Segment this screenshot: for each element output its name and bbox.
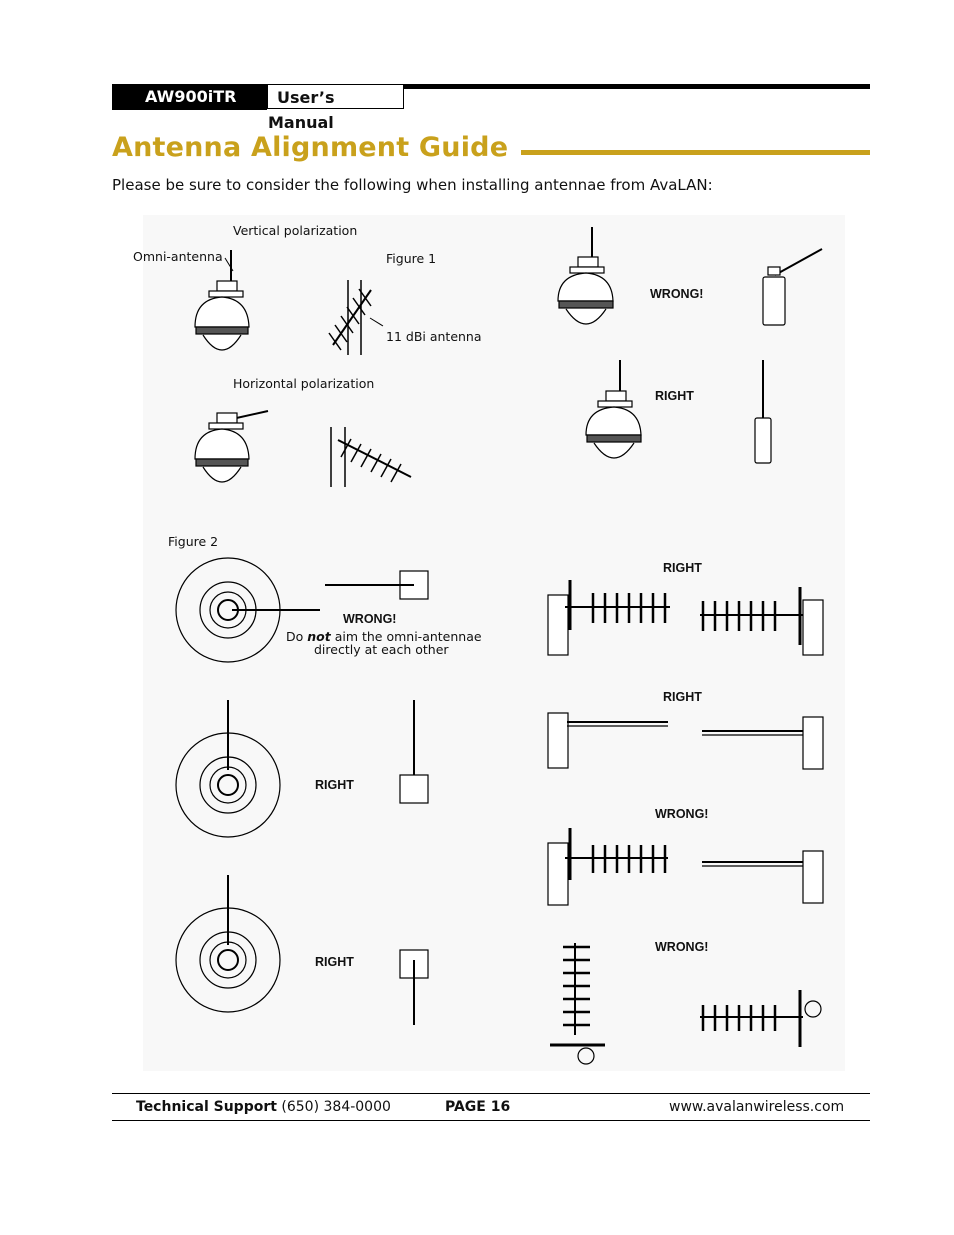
omni-note-line2: directly at each other xyxy=(314,642,449,657)
title-rule xyxy=(521,150,870,155)
rod-antenna-wrong xyxy=(763,249,822,325)
dome-camera-wrong xyxy=(558,227,613,324)
yagi-right-label-2: RIGHT xyxy=(663,690,702,704)
footer-support-phone: (650) 384-0000 xyxy=(276,1099,391,1115)
yagi-right-label-1: RIGHT xyxy=(663,561,702,575)
yagi-pair-wrong-2 xyxy=(550,943,821,1064)
topdown-camera-right-2 xyxy=(176,875,280,1012)
topdown-camera-right-1 xyxy=(176,700,280,837)
footer-support xyxy=(136,1099,391,1115)
footer-bottom-rule xyxy=(112,1120,870,1121)
dome-camera-right xyxy=(586,360,641,458)
omni-note-pre: Do xyxy=(286,629,308,644)
topdown-antenna-right-2 xyxy=(400,950,428,1025)
dome-camera-horizontal xyxy=(195,411,268,482)
yagi-wrong-label-1: WRONG! xyxy=(655,807,709,821)
yagi-horizontal xyxy=(331,427,411,487)
footer-support-label: Technical Support xyxy=(136,1099,277,1115)
wrong-label-1: WRONG! xyxy=(650,287,704,301)
footer-top-rule xyxy=(112,1093,870,1094)
intro-text: Please be sure to consider the following when installing antennae from AvaLAN: xyxy=(112,176,713,194)
vertical-polarization-label: Vertical polarization xyxy=(233,223,358,238)
right-label-3: RIGHT xyxy=(315,955,354,969)
figure1-label: Figure 1 xyxy=(386,251,437,266)
yagi-pair-right-2 xyxy=(548,713,823,769)
footer-page-number: PAGE 16 xyxy=(445,1099,511,1115)
right-label-2: RIGHT xyxy=(315,778,354,792)
dome-camera-vertical xyxy=(195,250,249,350)
yagi-vertical xyxy=(329,280,371,355)
wrong-label-2: WRONG! xyxy=(343,612,397,626)
figure2-drawing xyxy=(170,555,440,1025)
right-label-1: RIGHT xyxy=(655,389,694,403)
figure2-label: Figure 2 xyxy=(168,534,219,549)
horizontal-polarization-label: Horizontal polarization xyxy=(233,376,375,391)
topdown-antenna-right-1 xyxy=(400,700,428,803)
omni-antenna-label: Omni-antenna xyxy=(133,249,223,264)
yagi-pair-right-1 xyxy=(548,580,823,655)
rod-antenna-right xyxy=(755,360,771,463)
dbi-antenna-label: 11 dBi antenna xyxy=(386,329,482,344)
yagi-pair-wrong-1 xyxy=(548,828,823,905)
topdown-camera-wrong xyxy=(176,558,320,662)
figure1-right-drawing xyxy=(540,215,840,485)
yagi-wrong-label-2: WRONG! xyxy=(655,940,709,954)
omni-note-post: aim the omni-antennae xyxy=(330,629,482,644)
header-manual-title: User’s Manual xyxy=(267,84,404,109)
footer-website[interactable]: www.avalanwireless.com xyxy=(669,1099,845,1115)
topdown-antenna-wrong xyxy=(325,571,428,599)
yagi-drawing xyxy=(545,575,830,1070)
header-model: AW900iTR xyxy=(145,87,237,106)
omni-note-emphasis: not xyxy=(307,629,331,644)
header-rule xyxy=(404,84,870,89)
page-title: Antenna Alignment Guide xyxy=(112,132,509,163)
